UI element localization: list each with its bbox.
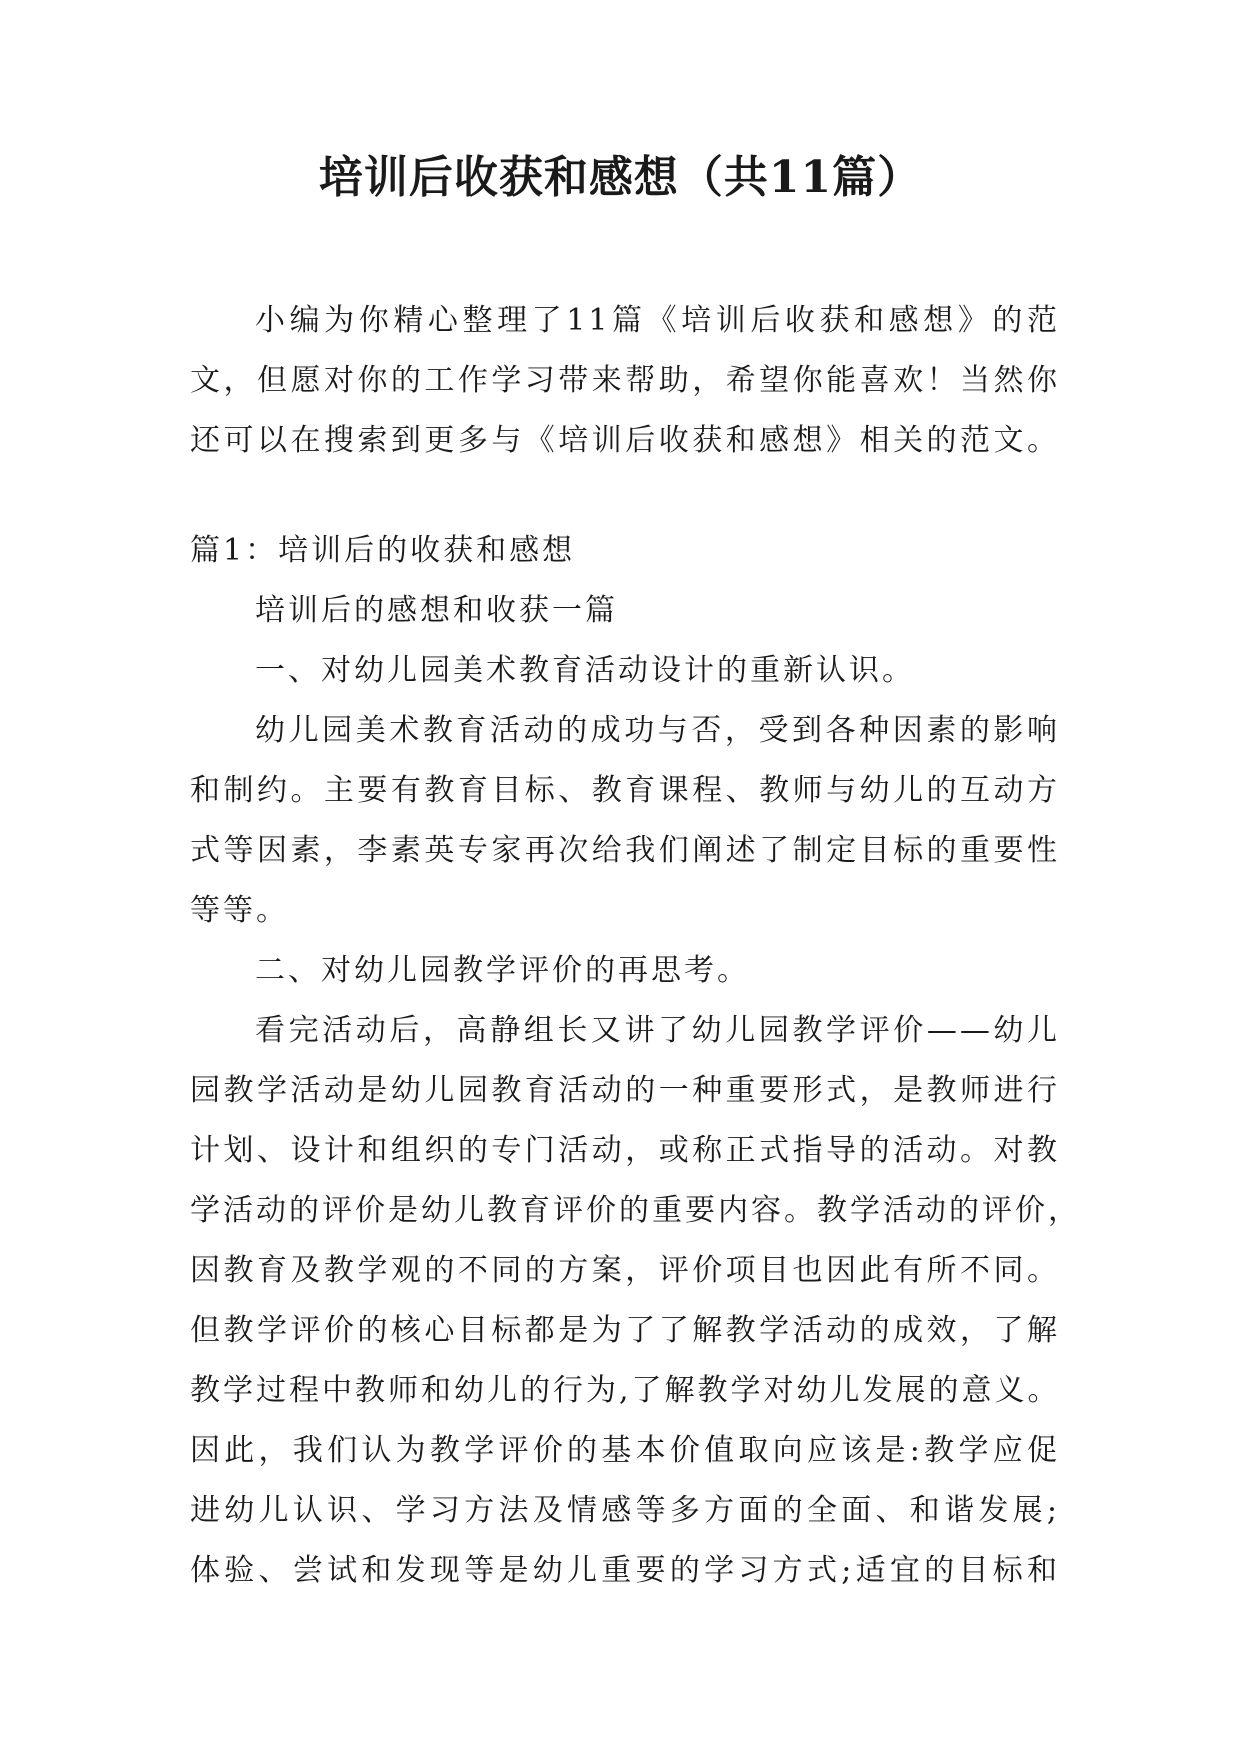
article-body: [190, 521, 1081, 1601]
paragraph-line: 看完活动后，高静组长又讲了幼儿园教学评价——幼儿: [255, 1013, 1060, 1048]
intro-paragraph: [190, 291, 1060, 471]
intro-line: 小编为你精心整理了11篇《培训后收获和感想》的范: [255, 303, 1060, 338]
paragraph-line: 式等因素，李素英专家再次给我们阐述了制定目标的重要性: [190, 833, 1060, 868]
paragraph-line: 进幼儿认识、学习方法及情感等多方面的全面、和谐发展;: [190, 1493, 1060, 1528]
article-subtitle: 培训后的感想和收获一篇: [255, 593, 618, 628]
paragraph-line: 学活动的评价是幼儿教育评价的重要内容。教学活动的评价，: [190, 1193, 1081, 1228]
paragraph-line: 计划、设计和组织的专门活动，或称正式指导的活动。对教: [190, 1133, 1060, 1168]
section-heading: 篇1：培训后的收获和感想: [190, 533, 576, 568]
paragraph-line: 幼儿园美术教育活动的成功与否，受到各种因素的影响: [255, 713, 1060, 748]
paragraph-line: 等等。: [190, 893, 289, 928]
point-two-heading: 二、对幼儿园教学评价的再思考。: [255, 953, 750, 988]
paragraph-line: 因教育及教学观的不同的方案，评价项目也因此有所不同。: [190, 1253, 1060, 1288]
paragraph-line: 园教学活动是幼儿园教育活动的一种重要形式，是教师进行: [190, 1073, 1060, 1108]
paragraph-line: 因此，我们认为教学评价的基本价值取向应该是:教学应促: [190, 1433, 1060, 1468]
point-one-heading: 一、对幼儿园美术教育活动设计的重新认识。: [255, 653, 915, 688]
paragraph-line: 和制约。主要有教育目标、教育课程、教师与幼儿的互动方: [190, 773, 1060, 808]
paragraph-line: 教学过程中教师和幼儿的行为,了解教学对幼儿发展的意义。: [190, 1373, 1061, 1408]
intro-line: 文，但愿对你的工作学习带来帮助，希望你能喜欢！当然你: [190, 363, 1060, 398]
paragraph-line: 体验、尝试和发现等是幼儿重要的学习方式;适宜的目标和: [190, 1553, 1060, 1588]
paragraph-line: 但教学评价的核心目标都是为了了解教学活动的成效，了解: [190, 1313, 1060, 1348]
intro-line: 还可以在搜索到更多与《培训后收获和感想》相关的范文。: [190, 423, 1060, 458]
document-title: 培训后收获和感想（共11篇）: [318, 152, 923, 203]
